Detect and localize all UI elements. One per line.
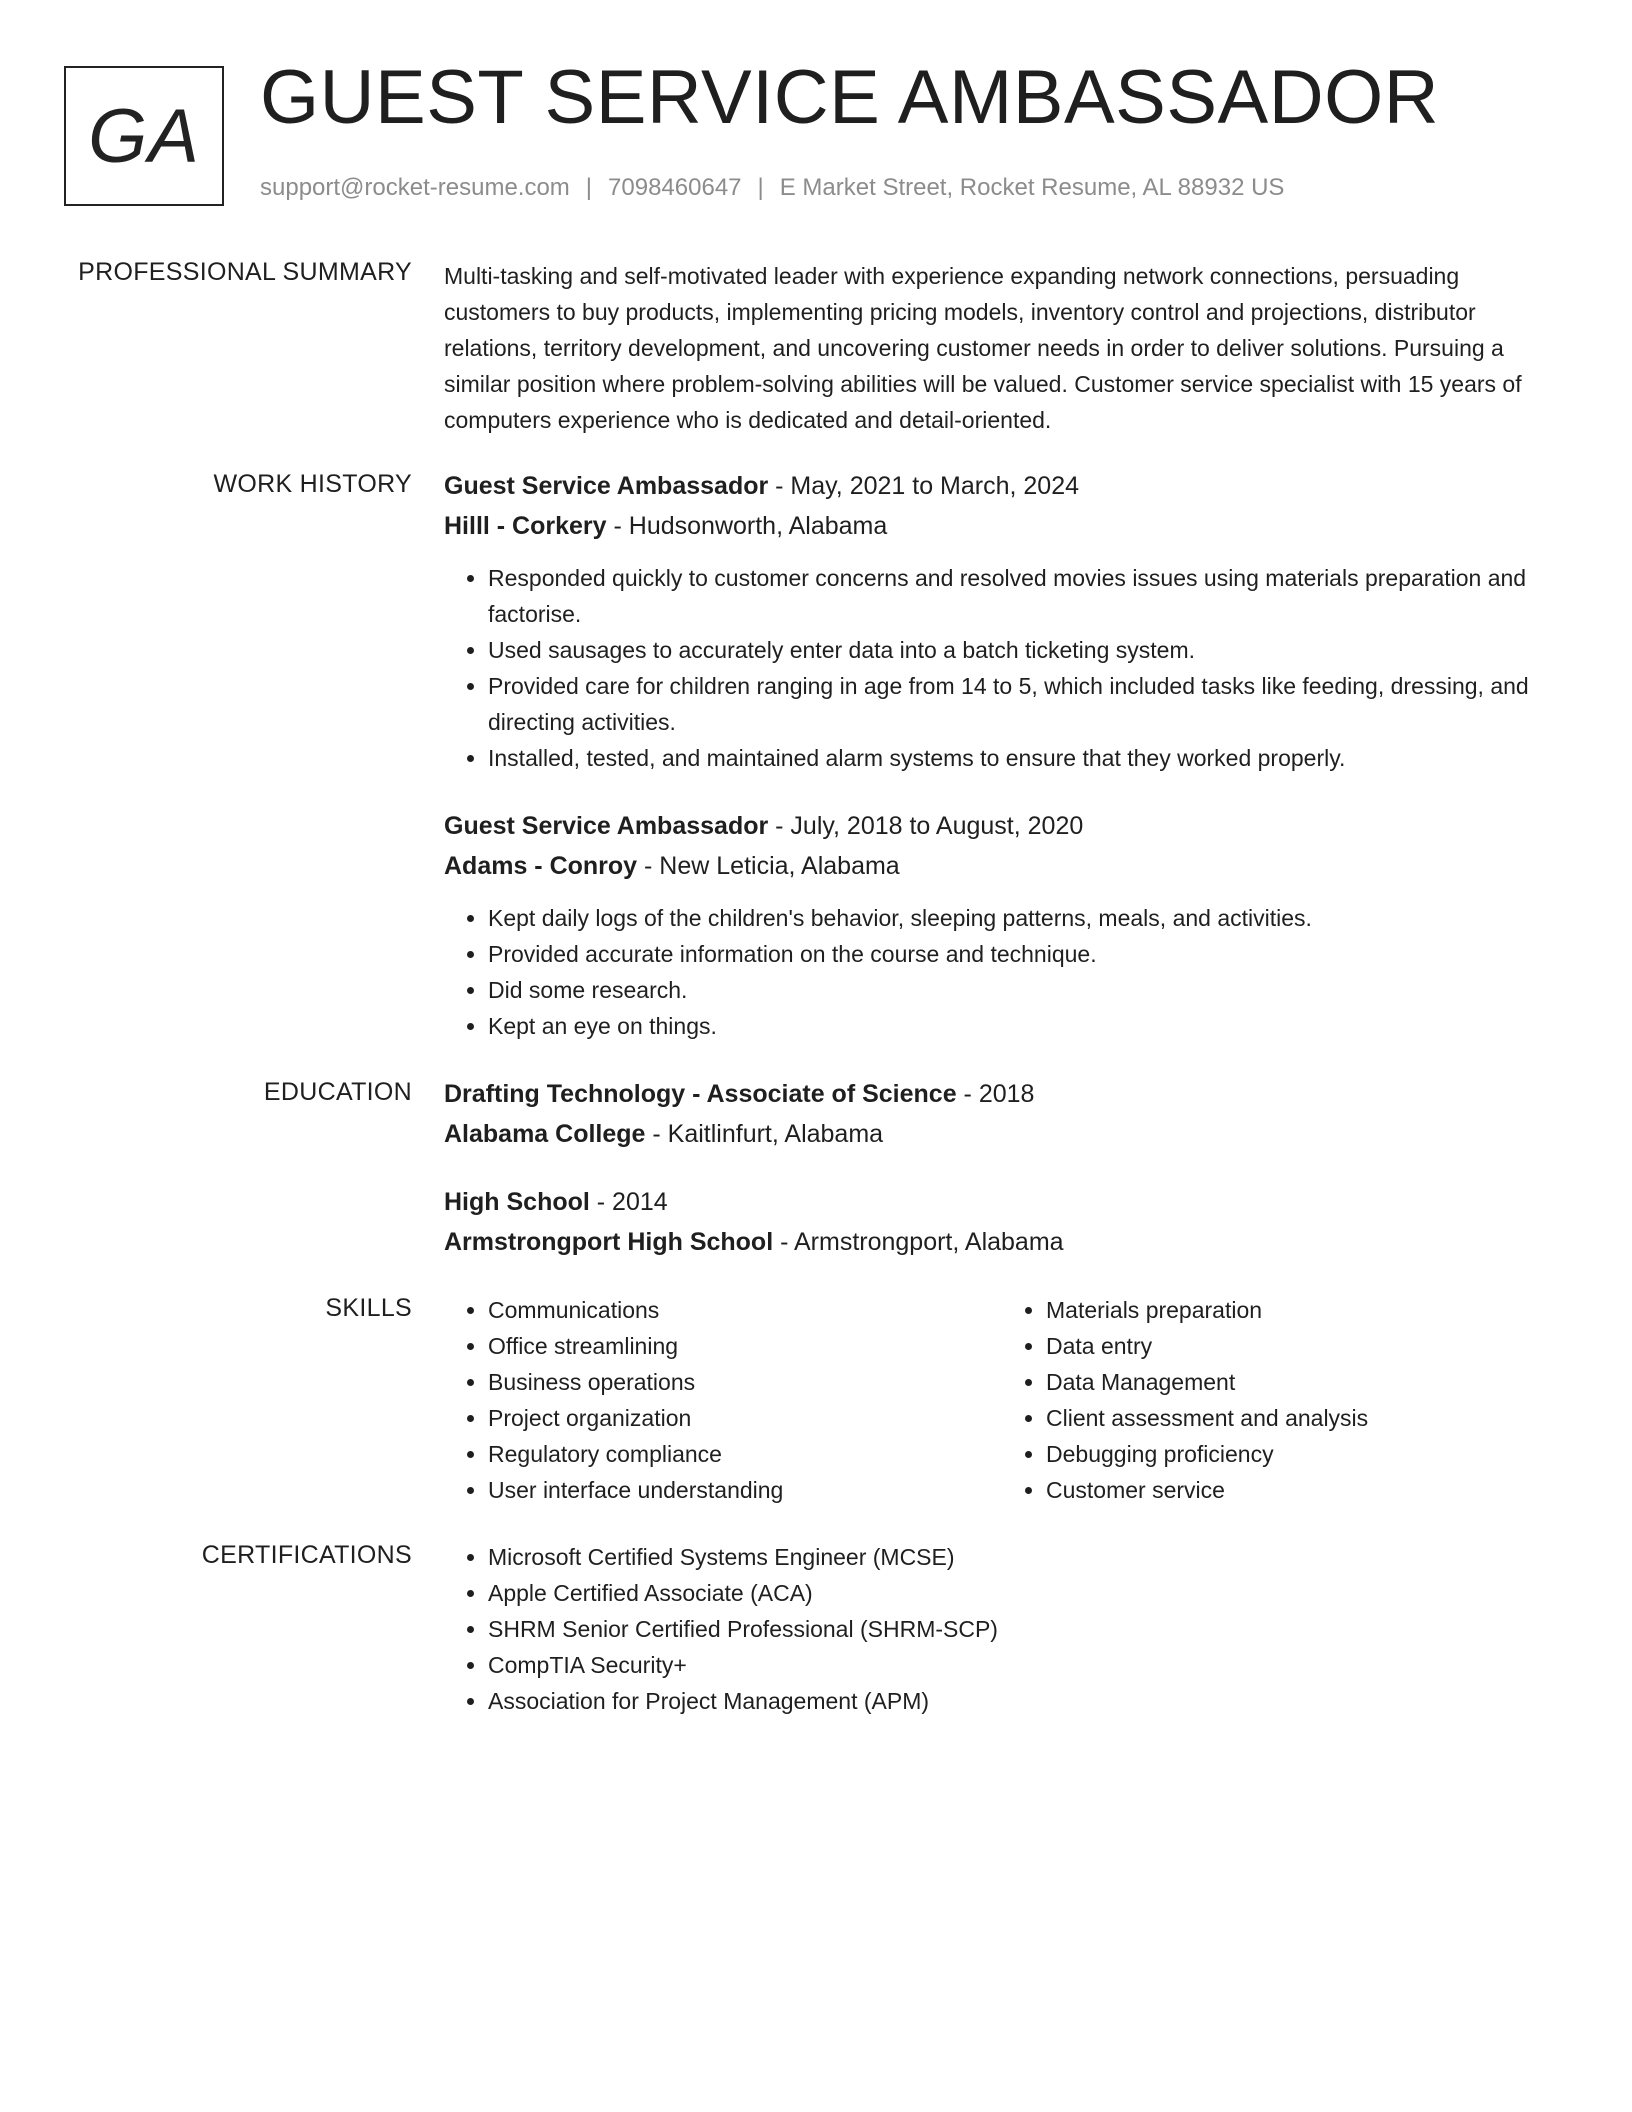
degree-line [444, 1182, 1560, 1222]
job-entry [444, 466, 1560, 776]
section-label-summary: PROFESSIONAL SUMMARY [78, 258, 412, 286]
school-line [444, 1222, 1560, 1262]
job-title-line [444, 466, 1560, 506]
education-body [444, 1074, 1560, 1262]
list-item: • Office streamlining [488, 1328, 1002, 1364]
school: Alabama College [444, 1120, 646, 1148]
job-company: Adams - Conroy [444, 852, 638, 880]
phone-text: 7098460647 [608, 174, 742, 201]
list-item: • Responded quickly to customer concerns and resolved movies issues using materials preparation and factorise. [488, 560, 1560, 632]
candidate-name: GUEST SERVICE AMBASSADOR [260, 55, 1440, 140]
list-item: • Provided accurate information on the course and technique. [488, 936, 1560, 972]
education-entry [444, 1182, 1560, 1262]
job-location: - New Leticia, Alabama [637, 852, 900, 880]
list-item: • CompTIA Security+ [488, 1647, 1560, 1683]
degree: High School [444, 1188, 590, 1216]
job-dates: - July, 2018 to August, 2020 [768, 812, 1084, 840]
school-line [444, 1114, 1560, 1154]
email-text: support@rocket-resume.com [260, 174, 570, 201]
work-body [444, 466, 1560, 776]
list-item: • Used sausages to accurately enter data into a batch ticketing system. [488, 632, 1560, 668]
job-entry [444, 806, 1560, 1044]
school-location: - Armstrongport, Alabama [773, 1228, 1064, 1256]
contact-line [260, 174, 1284, 202]
list-item: • Communications [488, 1292, 1002, 1328]
skills-list-right [1002, 1292, 1560, 1508]
separator: | [585, 174, 593, 201]
list-item: • Installed, tested, and maintained alarm systems to ensure that they worked properly. [488, 740, 1560, 776]
list-item: • Project organization [488, 1400, 1002, 1436]
job-company-line [444, 846, 1560, 886]
list-item: • Association for Project Management (APM) [488, 1683, 1560, 1719]
section-label-education: EDUCATION [263, 1078, 412, 1106]
summary-text: Multi-tasking and self-motivated leader with experience expanding network connections, persuading customers to buy products, implementing pricing models, inventory control and projections, distributor relations, territory development, and uncovering customer needs in order to deliver solutions. Pursuing a similar position where problem-solving abilities will be valued. Customer service specialist with 15 years of computers experience who is dedicated and detail-oriented. [444, 263, 1522, 433]
list-item: • Client assessment and analysis [1046, 1400, 1560, 1436]
job-title: Guest Service Ambassador [444, 812, 769, 840]
skills-list-left [444, 1292, 1002, 1508]
job-dates: - May, 2021 to March, 2024 [768, 472, 1080, 500]
job-location: - Hudsonworth, Alabama [606, 512, 888, 540]
degree-year: - 2014 [589, 1188, 668, 1216]
list-item: • Materials preparation [1046, 1292, 1560, 1328]
address-text: E Market Street, Rocket Resume, AL 88932 US [779, 174, 1285, 201]
job-company: Hilll - Corkery [444, 512, 607, 540]
list-item: • User interface understanding [488, 1472, 1002, 1508]
list-item: • Provided care for children ranging in age from 14 to 5, which included tasks like feeding, dressing, and directing activities. [488, 668, 1560, 740]
degree: Drafting Technology - Associate of Science [444, 1080, 957, 1108]
certifications-body [444, 1539, 1560, 1719]
certifications-list [444, 1539, 1560, 1719]
list-item: • Data Management [1046, 1364, 1560, 1400]
work-body-2 [444, 806, 1560, 1044]
skills-body [444, 1292, 1560, 1508]
job-title: Guest Service Ambassador [444, 472, 769, 500]
job-title-line [444, 806, 1560, 846]
summary-body [444, 258, 1560, 438]
job-bullets [444, 900, 1560, 1044]
skills-grid [444, 1292, 1560, 1508]
education-entry [444, 1074, 1560, 1154]
list-item: • Did some research. [488, 972, 1560, 1008]
list-item: • Kept daily logs of the children's behavior, sleeping patterns, meals, and activities. [488, 900, 1560, 936]
job-company-line [444, 506, 1560, 546]
list-item: • Customer service [1046, 1472, 1560, 1508]
list-item: • Business operations [488, 1364, 1002, 1400]
job-bullets [444, 560, 1560, 776]
list-item: • Apple Certified Associate (ACA) [488, 1575, 1560, 1611]
list-item: • Debugging proficiency [1046, 1436, 1560, 1472]
list-item: • Data entry [1046, 1328, 1560, 1364]
degree-year: - 2018 [956, 1080, 1035, 1108]
list-item: • Microsoft Certified Systems Engineer (MCSE) [488, 1539, 1560, 1575]
section-label-work: WORK HISTORY [213, 470, 412, 498]
school: Armstrongport High School [444, 1228, 774, 1256]
section-label-certifications: CERTIFICATIONS [201, 1541, 412, 1569]
list-item: • SHRM Senior Certified Professional (SHRM-SCP) [488, 1611, 1560, 1647]
school-location: - Kaitlinfurt, Alabama [645, 1120, 884, 1148]
degree-line [444, 1074, 1560, 1114]
section-label-skills: SKILLS [325, 1294, 412, 1322]
list-item: • Kept an eye on things. [488, 1008, 1560, 1044]
separator: | [757, 174, 764, 201]
list-item: • Regulatory compliance [488, 1436, 1002, 1472]
monogram-badge: GA [64, 66, 224, 206]
